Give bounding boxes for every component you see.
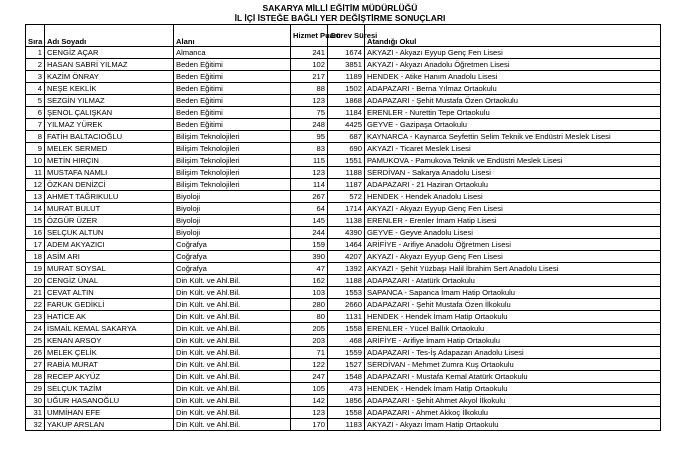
table-row: [26, 419, 661, 431]
cell-name: METİN HIRÇIN: [45, 155, 174, 167]
cell-name: NEŞE KEKLİK: [45, 83, 174, 95]
cell-sira: 27: [26, 359, 45, 371]
cell-alan: Din Kült. ve Ahl.Bil.: [174, 395, 291, 407]
cell-gorev-suresi: 473: [328, 383, 365, 395]
cell-alan: Din Kült. ve Ahl.Bil.: [174, 311, 291, 323]
cell-sira: 30: [26, 395, 45, 407]
cell-okul: ADAPAZARI - Tes-İş Adapazarı Anadolu Lisesi: [365, 347, 661, 359]
cell-alan: Biyoloji: [174, 203, 291, 215]
table-row: [26, 299, 661, 311]
cell-hizmet-puani: 75: [291, 107, 328, 119]
cell-name: SEZGİN YILMAZ: [45, 95, 174, 107]
cell-gorev-suresi: 4390: [328, 227, 365, 239]
cell-sira: 6: [26, 107, 45, 119]
cell-gorev-suresi: 1187: [328, 179, 365, 191]
cell-okul: ADAPAZARI - Şehit Mustafa Özen Ortaokulu: [365, 95, 661, 107]
cell-sira: 25: [26, 335, 45, 347]
cell-okul: AKYAZI - Akyazı Eyyup Genç Fen Lisesi: [365, 251, 661, 263]
cell-sira: 9: [26, 143, 45, 155]
cell-hizmet-puani: 203: [291, 335, 328, 347]
cell-name: HATİCE AK: [45, 311, 174, 323]
cell-name: KENAN ARSOY: [45, 335, 174, 347]
cell-name: SELÇUK TAZİM: [45, 383, 174, 395]
table-row: [26, 107, 661, 119]
document-title-line1: SAKARYA MİLLİ EĞİTİM MÜDÜRLÜĞÜ: [262, 3, 418, 13]
cell-okul: AKYAZI - Şehit Yüzbaşı Halil İbrahim Sert Anadolu Lisesi: [365, 263, 661, 275]
cell-alan: Beden Eğitimi: [174, 71, 291, 83]
cell-okul: ERENLER - Nurettin Tepe Ortaokulu: [365, 107, 661, 119]
cell-alan: Almanca: [174, 47, 291, 59]
cell-name: ŞENOL ÇALIŞKAN: [45, 107, 174, 119]
cell-alan: Din Kült. ve Ahl.Bil.: [174, 347, 291, 359]
table-row: [26, 215, 661, 227]
cell-okul: SERDİVAN - Sakarya Anadolu Lisesi: [365, 167, 661, 179]
cell-name: RECEP AKYÜZ: [45, 371, 174, 383]
table-row: [26, 263, 661, 275]
cell-sira: 3: [26, 71, 45, 83]
cell-hizmet-puani: 145: [291, 215, 328, 227]
cell-okul: ERENLER - Yücel Ballık Ortaokulu: [365, 323, 661, 335]
cell-name: AHMET TAĞRIKULU: [45, 191, 174, 203]
table-row: [26, 155, 661, 167]
table-row: [26, 167, 661, 179]
cell-sira: 29: [26, 383, 45, 395]
cell-gorev-suresi: 1714: [328, 203, 365, 215]
cell-okul: PAMUKOVA - Pamukova Teknik ve Endüstri Meslek Lisesi: [365, 155, 661, 167]
cell-hizmet-puani: 142: [291, 395, 328, 407]
table-row: [26, 71, 661, 83]
cell-name: FARUK GEDİKLİ: [45, 299, 174, 311]
cell-gorev-suresi: 2660: [328, 299, 365, 311]
cell-alan: Beden Eğitimi: [174, 95, 291, 107]
cell-alan: Din Kült. ve Ahl.Bil.: [174, 299, 291, 311]
cell-name: MELEK SERMED: [45, 143, 174, 155]
cell-sira: 10: [26, 155, 45, 167]
cell-hizmet-puani: 88: [291, 83, 328, 95]
table-row: [26, 203, 661, 215]
cell-hizmet-puani: 122: [291, 359, 328, 371]
cell-okul: GEYVE - Geyve Anadolu Lisesi: [365, 227, 661, 239]
cell-gorev-suresi: 1558: [328, 407, 365, 419]
table-row: [26, 407, 661, 419]
cell-gorev-suresi: 1189: [328, 71, 365, 83]
cell-alan: Din Kült. ve Ahl.Bil.: [174, 275, 291, 287]
table-row: [26, 311, 661, 323]
cell-okul: ADAPAZARI - Şehit Mustafa Özen İlkokulu: [365, 299, 661, 311]
cell-hizmet-puani: 241: [291, 47, 328, 59]
cell-sira: 4: [26, 83, 45, 95]
table-row: [26, 251, 661, 263]
cell-name: SELÇUK ALTUN: [45, 227, 174, 239]
cell-sira: 21: [26, 287, 45, 299]
table-row: [26, 191, 661, 203]
cell-alan: Bilişim Teknolojileri: [174, 179, 291, 191]
cell-okul: HENDEK - Atike Hanım Anadolu Lisesi: [365, 71, 661, 83]
cell-okul: AKYAZI - Akyazı Eyyup Genç Fen Lisesi: [365, 47, 661, 59]
cell-gorev-suresi: 572: [328, 191, 365, 203]
cell-name: CENGİZ ÜNAL: [45, 275, 174, 287]
cell-okul: ADAPAZARI - Atatürk Ortaokulu: [365, 275, 661, 287]
cell-gorev-suresi: 1138: [328, 215, 365, 227]
table-row: [26, 227, 661, 239]
cell-alan: Biyoloji: [174, 191, 291, 203]
cell-gorev-suresi: 468: [328, 335, 365, 347]
cell-alan: Biyoloji: [174, 215, 291, 227]
cell-alan: Din Kült. ve Ahl.Bil.: [174, 335, 291, 347]
cell-alan: Bilişim Teknolojileri: [174, 143, 291, 155]
cell-alan: Din Kült. ve Ahl.Bil.: [174, 359, 291, 371]
cell-sira: 2: [26, 59, 45, 71]
cell-okul: GEYVE - Gazipaşa Ortaokulu: [365, 119, 661, 131]
cell-hizmet-puani: 102: [291, 59, 328, 71]
cell-gorev-suresi: 1559: [328, 347, 365, 359]
cell-name: YILMAZ YÜREK: [45, 119, 174, 131]
cell-name: UMMİHAN EFE: [45, 407, 174, 419]
cell-okul: ADAPAZARI - Mustafa Kemal Atatürk Ortaokulu: [365, 371, 661, 383]
cell-sira: 19: [26, 263, 45, 275]
table-row: [26, 83, 661, 95]
cell-okul: ARİFİYE - Arifiye İmam Hatip Ortaokulu: [365, 335, 661, 347]
cell-okul: SERDİVAN - Mehmet Zumra Kuş Ortaokulu: [365, 359, 661, 371]
cell-gorev-suresi: 1553: [328, 287, 365, 299]
cell-gorev-suresi: 1527: [328, 359, 365, 371]
table-row: [26, 371, 661, 383]
cell-hizmet-puani: 170: [291, 419, 328, 431]
cell-hizmet-puani: 105: [291, 383, 328, 395]
cell-gorev-suresi: 1674: [328, 47, 365, 59]
table-row: [26, 359, 661, 371]
cell-hizmet-puani: 47: [291, 263, 328, 275]
cell-sira: 17: [26, 239, 45, 251]
cell-name: HASAN SABRİ YILMAZ: [45, 59, 174, 71]
results-table: [25, 24, 661, 431]
cell-gorev-suresi: 1188: [328, 167, 365, 179]
cell-gorev-suresi: 1548: [328, 371, 365, 383]
cell-gorev-suresi: 1392: [328, 263, 365, 275]
cell-hizmet-puani: 80: [291, 311, 328, 323]
cell-hizmet-puani: 159: [291, 239, 328, 251]
cell-okul: HENDEK - Hendek Anadolu Lisesi: [365, 191, 661, 203]
cell-hizmet-puani: 123: [291, 407, 328, 419]
cell-alan: Bilişim Teknolojileri: [174, 155, 291, 167]
cell-hizmet-puani: 71: [291, 347, 328, 359]
cell-sira: 16: [26, 227, 45, 239]
cell-okul: ADAPAZARI - 21 Haziran Ortaokulu: [365, 179, 661, 191]
cell-hizmet-puani: 248: [291, 119, 328, 131]
cell-alan: Beden Eğitimi: [174, 107, 291, 119]
cell-gorev-suresi: 1464: [328, 239, 365, 251]
header-okul: Atandığı Okul: [365, 25, 661, 47]
cell-alan: Din Kült. ve Ahl.Bil.: [174, 383, 291, 395]
table-row: [26, 335, 661, 347]
cell-hizmet-puani: 115: [291, 155, 328, 167]
table-row: [26, 287, 661, 299]
table-row: [26, 323, 661, 335]
table-row: [26, 131, 661, 143]
cell-okul: HENDEK - Hendek İmam Hatip Ortaokulu: [365, 383, 661, 395]
cell-sira: 20: [26, 275, 45, 287]
cell-okul: AKYAZI - Akyazı Eyyup Genç Fen Lisesi: [365, 203, 661, 215]
cell-okul: KAYNARCA - Kaynarca Seyfettin Selim Teknik ve Endüstri Meslek Lisesi: [365, 131, 661, 143]
cell-hizmet-puani: 390: [291, 251, 328, 263]
cell-sira: 23: [26, 311, 45, 323]
cell-name: YAKUP ARSLAN: [45, 419, 174, 431]
cell-alan: Din Kült. ve Ahl.Bil.: [174, 419, 291, 431]
cell-hizmet-puani: 95: [291, 131, 328, 143]
cell-gorev-suresi: 1188: [328, 275, 365, 287]
cell-gorev-suresi: 1183: [328, 419, 365, 431]
cell-gorev-suresi: 1502: [328, 83, 365, 95]
cell-sira: 7: [26, 119, 45, 131]
table-row: [26, 275, 661, 287]
cell-hizmet-puani: 64: [291, 203, 328, 215]
cell-sira: 8: [26, 131, 45, 143]
cell-hizmet-puani: 205: [291, 323, 328, 335]
table-body: [26, 47, 661, 431]
cell-okul: ADAPAZARI - Ahmet Akkoç İlkokulu: [365, 407, 661, 419]
cell-name: RABİA MURAT: [45, 359, 174, 371]
cell-okul: ADAPAZARI - Şehit Ahmet Akyol İlkokulu: [365, 395, 661, 407]
cell-gorev-suresi: 1551: [328, 155, 365, 167]
cell-sira: 13: [26, 191, 45, 203]
cell-hizmet-puani: 217: [291, 71, 328, 83]
cell-sira: 22: [26, 299, 45, 311]
cell-alan: Bilişim Teknolojileri: [174, 167, 291, 179]
cell-gorev-suresi: 687: [328, 131, 365, 143]
cell-alan: Din Kült. ve Ahl.Bil.: [174, 323, 291, 335]
cell-okul: AKYAZI - Ticaret Meslek Lisesi: [365, 143, 661, 155]
cell-alan: Din Kült. ve Ahl.Bil.: [174, 407, 291, 419]
cell-sira: 31: [26, 407, 45, 419]
cell-hizmet-puani: 123: [291, 95, 328, 107]
table-row: [26, 119, 661, 131]
table-row: [26, 179, 661, 191]
cell-alan: Beden Eğitimi: [174, 59, 291, 71]
cell-sira: 11: [26, 167, 45, 179]
header-name: Adı Soyadı: [45, 25, 174, 47]
cell-hizmet-puani: 244: [291, 227, 328, 239]
cell-name: ASİM ARI: [45, 251, 174, 263]
cell-name: İSMAİL KEMAL SAKARYA: [45, 323, 174, 335]
cell-gorev-suresi: 3851: [328, 59, 365, 71]
cell-gorev-suresi: 690: [328, 143, 365, 155]
cell-alan: Beden Eğitimi: [174, 119, 291, 131]
table-row: [26, 239, 661, 251]
cell-name: ÖZKAN DENİZCİ: [45, 179, 174, 191]
cell-alan: Bilişim Teknolojileri: [174, 131, 291, 143]
cell-sira: 14: [26, 203, 45, 215]
cell-hizmet-puani: 162: [291, 275, 328, 287]
cell-sira: 26: [26, 347, 45, 359]
table-row: [26, 383, 661, 395]
cell-hizmet-puani: 83: [291, 143, 328, 155]
cell-hizmet-puani: 280: [291, 299, 328, 311]
cell-sira: 32: [26, 419, 45, 431]
cell-name: ÖZGÜR ÜZER: [45, 215, 174, 227]
cell-okul: HENDEK - Hendek İmam Hatip Ortaokulu: [365, 311, 661, 323]
cell-gorev-suresi: 1184: [328, 107, 365, 119]
cell-name: UĞUR HASANOĞLU: [45, 395, 174, 407]
cell-okul: AKYAZI - Akyazı Anadolu Öğretmen Lisesi: [365, 59, 661, 71]
cell-sira: 12: [26, 179, 45, 191]
cell-alan: Din Kült. ve Ahl.Bil.: [174, 371, 291, 383]
cell-hizmet-puani: 123: [291, 167, 328, 179]
table-header-row: [26, 25, 661, 47]
cell-okul: AKYAZI - Akyazı İmam Hatip Ortaokulu: [365, 419, 661, 431]
cell-gorev-suresi: 1868: [328, 95, 365, 107]
cell-alan: Coğrafya: [174, 239, 291, 251]
cell-hizmet-puani: 267: [291, 191, 328, 203]
cell-alan: Coğrafya: [174, 263, 291, 275]
table-row: [26, 347, 661, 359]
cell-name: MUSTAFA NAMLI: [45, 167, 174, 179]
document-title-line2: İL İÇİ İSTEĞE BAĞLI YER DEĞİŞTİRME SONUÇLARI: [234, 13, 446, 23]
cell-gorev-suresi: 1558: [328, 323, 365, 335]
cell-sira: 15: [26, 215, 45, 227]
cell-name: ADEM AKYAZICI: [45, 239, 174, 251]
cell-gorev-suresi: 1856: [328, 395, 365, 407]
header-hizmet-puani: Hizmet Puanı: [291, 25, 328, 47]
cell-alan: Coğrafya: [174, 251, 291, 263]
table-row: [26, 59, 661, 71]
cell-alan: Biyoloji: [174, 227, 291, 239]
table-row: [26, 395, 661, 407]
cell-sira: 5: [26, 95, 45, 107]
cell-name: KAZİM ÖNRAY: [45, 71, 174, 83]
cell-sira: 1: [26, 47, 45, 59]
cell-gorev-suresi: 1131: [328, 311, 365, 323]
cell-name: FATİH BALTACIOĞLU: [45, 131, 174, 143]
cell-okul: ARİFİYE - Arifiye Anadolu Öğretmen Lisesi: [365, 239, 661, 251]
header-gorev-suresi: Görev Süresi: [328, 25, 365, 47]
cell-name: CEVAT ALTIN: [45, 287, 174, 299]
cell-hizmet-puani: 103: [291, 287, 328, 299]
table-row: [26, 47, 661, 59]
cell-hizmet-puani: 114: [291, 179, 328, 191]
cell-name: MURAT SOYSAL: [45, 263, 174, 275]
cell-name: CENGİZ AÇAR: [45, 47, 174, 59]
cell-gorev-suresi: 4425: [328, 119, 365, 131]
header-alan: Alanı: [174, 25, 291, 47]
cell-sira: 18: [26, 251, 45, 263]
table-row: [26, 95, 661, 107]
cell-name: MURAT BULUT: [45, 203, 174, 215]
cell-sira: 24: [26, 323, 45, 335]
cell-okul: ADAPAZARI - Berna Yılmaz Ortaokulu: [365, 83, 661, 95]
cell-name: MELEK ÇELİK: [45, 347, 174, 359]
cell-sira: 28: [26, 371, 45, 383]
cell-alan: Beden Eğitimi: [174, 83, 291, 95]
cell-hizmet-puani: 247: [291, 371, 328, 383]
header-sira: Sıra: [26, 25, 45, 47]
cell-okul: ERENLER - Erenler İmam Hatip Lisesi: [365, 215, 661, 227]
cell-gorev-suresi: 4207: [328, 251, 365, 263]
cell-alan: Din Kült. ve Ahl.Bil.: [174, 287, 291, 299]
table-row: [26, 143, 661, 155]
cell-okul: SAPANCA - Sapanca İmam Hatip Ortaokulu: [365, 287, 661, 299]
